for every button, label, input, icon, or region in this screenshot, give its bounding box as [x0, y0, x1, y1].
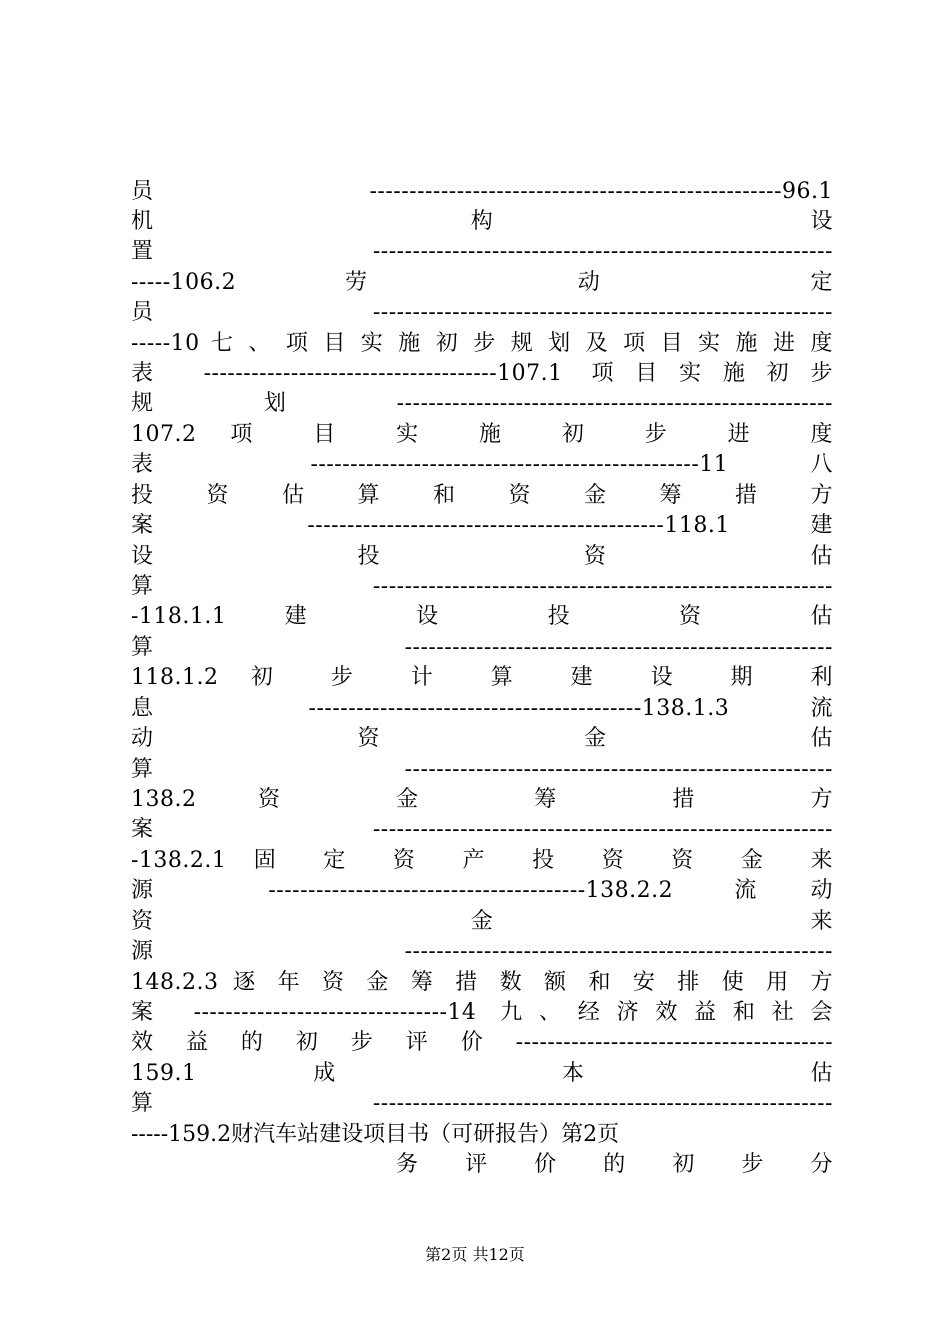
toc-line: 107.2 项 目 实 施 初 步 进 度	[131, 422, 833, 447]
toc-line: 源 ----------------------------------------138.2.2 流动	[131, 878, 833, 903]
toc-line: -----10 七 、 项 目 实 施 初 步 规 划 及 项 目 实 施 进 度	[131, 331, 833, 356]
toc-line: 表 -------------------------------------------------11 八	[131, 452, 833, 477]
page-footer: 第2页 共12页	[425, 1245, 525, 1264]
toc-line: 机 构 设	[131, 209, 833, 234]
toc-line: 148.2.3 逐 年 资 金 筹 措 数 额 和 安 排 使 用 方	[131, 970, 833, 995]
toc-line: 源 ------------------------------------------------------	[131, 939, 833, 964]
toc-line: 资 金 来	[131, 909, 833, 934]
toc-line: 算 ------------------------------------------------------	[131, 757, 833, 782]
toc-line: 设 投 资 估	[131, 544, 833, 569]
toc-line: 算 ------------------------------------------------------	[131, 635, 833, 660]
toc-line: -----159.2财汽车站建设项目书（可研报告）第2页	[131, 1122, 620, 1147]
toc-line: 投 资 估 算 和 资 金 筹 措 方	[131, 483, 833, 508]
toc-line: 规 划 -------------------------------------------------------	[131, 391, 833, 416]
toc-line: 138.2 资 金 筹 措 方	[131, 787, 833, 812]
toc-line: 案 --------------------------------14 九、经济效益和社会	[131, 1000, 833, 1025]
toc-line: 118.1.2 初 步 计 算 建 设 期 利	[131, 665, 833, 690]
toc-line: 员 ----------------------------------------------------------	[131, 300, 833, 325]
toc-line: 表 -------------------------------------107.1 项目实施初步	[131, 361, 833, 386]
toc-line: 置 ----------------------------------------------------------	[131, 239, 833, 264]
toc-line: -138.2.1 固 定 资 产 投 资 资 金 来	[131, 848, 833, 873]
toc-line: 159.1 成 本 估	[131, 1061, 833, 1086]
toc-line: 息 ------------------------------------------138.1.3 流	[131, 696, 833, 721]
toc-line: 算 ----------------------------------------------------------	[131, 574, 833, 599]
toc-line: 案 ---------------------------------------------118.1 建	[131, 513, 833, 538]
toc-line: 案 ----------------------------------------------------------	[131, 817, 833, 842]
toc-line: 务 评 价 的 初 步 分	[396, 1152, 833, 1177]
toc-line: 动 资 金 估	[131, 726, 833, 751]
toc-line: 效 益 的 初 步 评 价 ----------------------------------------	[131, 1030, 833, 1055]
toc-line: 算 ----------------------------------------------------------	[131, 1091, 833, 1116]
toc-line: -----106.2 劳 动 定	[131, 270, 833, 295]
toc-line: -118.1.1 建 设 投 资 估	[131, 604, 833, 629]
toc-line: 员 ----------------------------------------------------96.1	[131, 179, 833, 204]
